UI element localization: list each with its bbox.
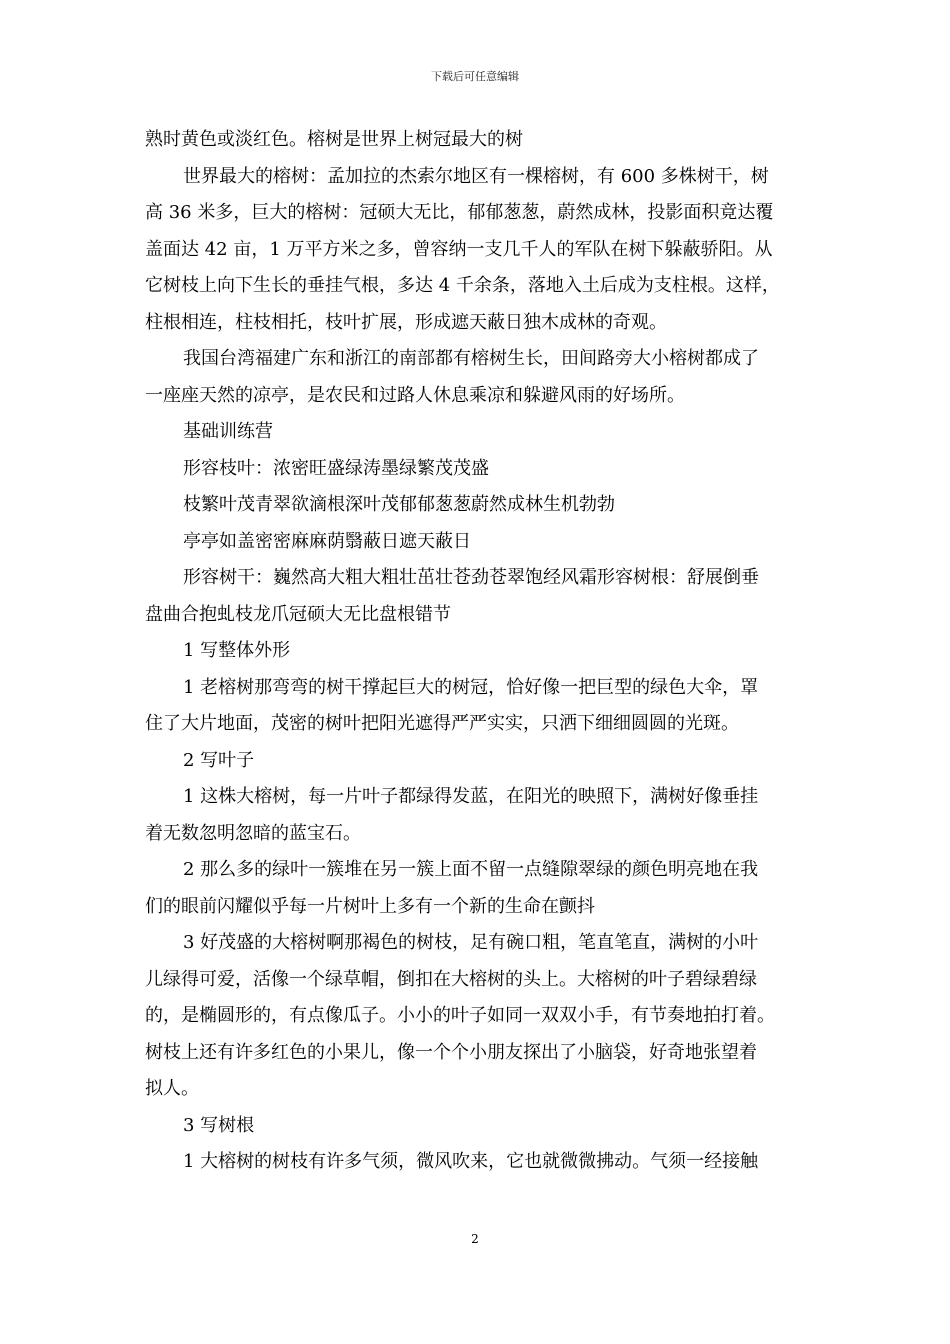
text-line: 2 写叶子 xyxy=(183,749,255,771)
text-line: 它树枝上向下生长的垂挂气根，多达 4 千余条，落地入土后成为支柱根。这样， xyxy=(145,275,780,296)
text-line: 我国台湾福建广东和浙江的南部都有榕树生长，田间路旁大小榕树都成了 xyxy=(183,348,759,369)
text-line: 3 写树根 xyxy=(183,1114,255,1136)
text-line: 1 老榕树那弯弯的树干撑起巨大的树冠，恰好像一把巨型的绿色大伞，罩 xyxy=(183,676,759,698)
document-body xyxy=(145,122,805,1181)
text-line: 3 好茂盛的大榕树啊那褐色的树枝，足有碗口粗，笔直笔直，满树的小叶 xyxy=(183,932,759,953)
text-line: 枝繁叶茂青翠欲滴根深叶茂郁郁葱葱蔚然成林生机勃勃 xyxy=(183,494,615,515)
text-line: 一座座天然的凉亭，是农民和过路人休息乘凉和躲避风雨的好场所。 xyxy=(145,384,685,406)
text-line: 的，是椭圆形的，有点像瓜子。小小的叶子如同一双双小手，有节奏地拍打着。 xyxy=(145,1005,775,1026)
text-line: 住了大片地面，茂密的树叶把阳光遮得严严实实，只洒下细细圆圆的光斑。 xyxy=(145,713,739,734)
text-line: 熟时黄色或淡红色。榕树是世界上树冠最大的树 xyxy=(145,129,523,150)
text-line: 1 大榕树的树枝有许多气须，微风吹来，它也就微微拂动。气须一经接触 xyxy=(183,1151,759,1172)
text-line: 们的眼前闪耀似乎每一片树叶上多有一个新的生命在颤抖 xyxy=(145,895,595,917)
text-line: 拟人。 xyxy=(145,1078,199,1099)
text-line: 形容枝叶：浓密旺盛绿涛墨绿繁茂茂盛 xyxy=(183,457,489,479)
text-line: 亭亭如盖密密麻麻荫翳蔽日遮天蔽日 xyxy=(183,530,471,552)
text-line: 柱根相连，柱枝相托，枝叶扩展，形成遮天蔽日独木成林的奇观。 xyxy=(145,311,667,333)
text-line: 盘曲合抱虬枝龙爪冠硕大无比盘根错节 xyxy=(145,603,451,625)
page-number: 2 xyxy=(471,1232,479,1246)
text-line: 着无数忽明忽暗的蓝宝石。 xyxy=(145,822,361,844)
text-line: 盖面达 42 亩，1 万平方米之多，曾容纳一支几千人的军队在树下躲蔽骄阳。从 xyxy=(145,238,773,260)
text-line: 形容树干：巍然高大粗大粗壮茁壮苍劲苍翠饱经风霜形容树根：舒展倒垂 xyxy=(183,567,759,588)
text-line: 1 这株大榕树，每一片叶子都绿得发蓝，在阳光的映照下，满树好像垂挂 xyxy=(183,786,759,807)
text-line: 世界最大的榕树：孟加拉的杰索尔地区有一棵榕树，有 600 多株树干，树 xyxy=(183,165,769,187)
text-line: 高 36 米多，巨大的榕树：冠硕大无比，郁郁葱葱，蔚然成林，投影面积竟达覆 xyxy=(145,202,774,223)
text-line: 树枝上还有许多红色的小果儿，像一个个小朋友探出了小脑袋，好奇地张望着 xyxy=(145,1041,757,1063)
text-line: 儿绿得可爱，活像一个绿草帽，倒扣在大榕树的头上。大榕树的叶子碧绿碧绿 xyxy=(145,968,757,990)
page-header: 下载后可任意编辑 xyxy=(431,70,519,83)
text-line: 基础训练营 xyxy=(183,421,273,442)
text-line: 1 写整体外形 xyxy=(183,640,291,661)
text-line: 2 那么多的绿叶一簇堆在另一簇上面不留一点缝隙翠绿的颜色明亮地在我 xyxy=(183,859,759,880)
